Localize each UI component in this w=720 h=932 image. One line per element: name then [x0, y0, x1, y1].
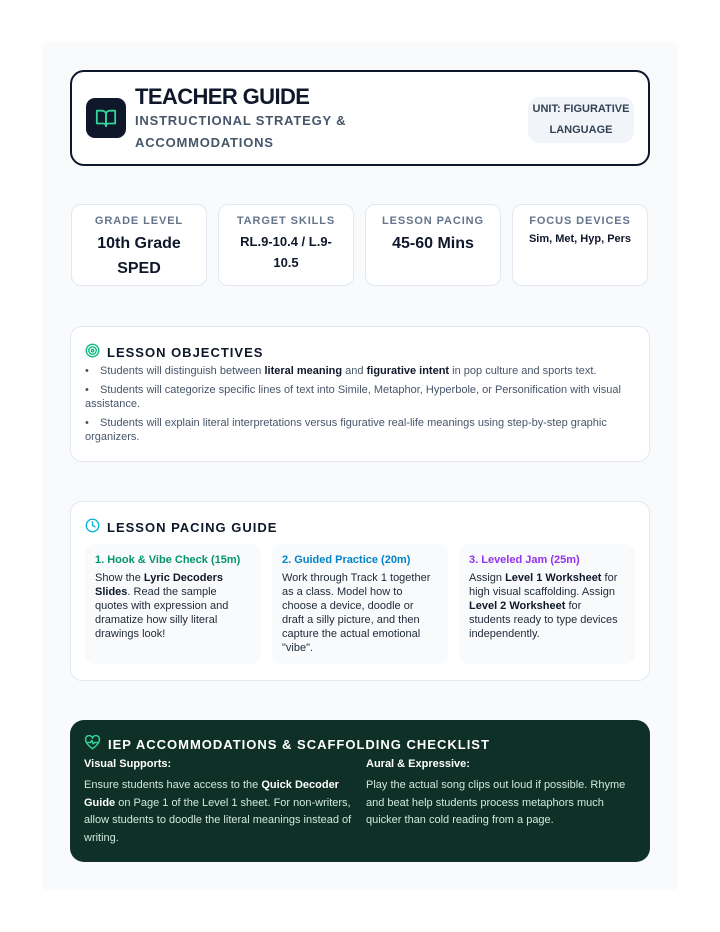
- lesson-pacing-section: [70, 501, 650, 681]
- iep-heading-text: IEP ACCOMMODATIONS & SCAFFOLDING CHECKLIST: [108, 736, 490, 752]
- page-title: TEACHER GUIDE: [135, 84, 310, 109]
- guide-header: [70, 70, 650, 166]
- teacher-guide-page: [42, 42, 678, 890]
- pacing-heading-text: LESSON PACING GUIDE: [107, 519, 278, 535]
- stat-label: FOCUS DEVICES: [529, 215, 631, 227]
- pacing-card-title: 2. Guided Practice (20m): [282, 554, 411, 566]
- stat-card-grade-level: [71, 204, 207, 286]
- clock-icon: [85, 518, 100, 536]
- stat-value: Sim, Met, Hyp, Pers: [528, 233, 632, 245]
- iep-visual-title: Visual Supports:: [84, 758, 172, 770]
- iep-aural-text: Play the actual song clips out loud if possible. Rhyme and beat help students process metaphors much quicker than cold reading from a page.: [366, 779, 626, 826]
- stat-label: TARGET SKILLS: [236, 215, 336, 227]
- stat-label: LESSON PACING: [382, 215, 484, 227]
- iep-visual-supports: [84, 758, 354, 847]
- iep-aural-title: Aural & Expressive:: [366, 758, 470, 770]
- list-item: • Students will distinguish between literal meaning and figurative intent in pop culture and sports text.: [85, 364, 633, 378]
- pacing-card-body: Assign Level 1 Worksheet for high visual scaffolding. Assign Level 2 Worksheet for students ready to type devices independently.: [469, 572, 618, 640]
- pacing-card-body: Show the Lyric Decoders Slides. Read the sample quotes with expression and dramatize how silly literal drawings look!: [95, 572, 229, 640]
- objectives-list: [85, 364, 633, 449]
- unit-badge: UNIT: FIGURATIVE LANGUAGE: [528, 97, 634, 143]
- stat-value: 10th Grade SPED: [97, 235, 181, 277]
- iep-accommodations-section: [70, 720, 650, 862]
- pacing-heading: [85, 518, 277, 536]
- pacing-card-title: 1. Hook & Vibe Check (15m): [95, 554, 241, 566]
- stat-value: RL.9-10.4 / L.9-10.5: [240, 234, 332, 270]
- target-icon: [85, 343, 100, 361]
- open-book-icon: [86, 98, 126, 138]
- stat-label: GRADE LEVEL: [94, 215, 184, 227]
- objectives-heading: [85, 343, 263, 361]
- pacing-card-guided-practice: [272, 544, 448, 664]
- heart-pulse-icon: [84, 735, 101, 753]
- iep-heading: [84, 735, 490, 753]
- stat-card-lesson-pacing: [365, 204, 501, 286]
- iep-aural-expressive: [366, 758, 636, 830]
- objectives-heading-text: LESSON OBJECTIVES: [107, 344, 264, 360]
- stat-card-target-skills: [218, 204, 354, 286]
- iep-visual-text: Ensure students have access to the Quick Decoder Guide on Page 1 of the Level 1 sheet. For non-writers, allow students to doodle the literal meanings instead of writing.: [84, 779, 352, 844]
- list-item: • Students will explain literal interpretations versus figurative real-life meanings using step-by-step graphic organizers.: [85, 416, 633, 444]
- stat-card-focus-devices: [512, 204, 648, 286]
- stat-value: 45-60 Mins: [392, 235, 474, 252]
- pacing-card-leveled-jam: [459, 544, 635, 664]
- pacing-card-title: 3. Leveled Jam (25m): [469, 554, 580, 566]
- pacing-card-hook: [85, 544, 261, 664]
- lesson-objectives-section: [70, 326, 650, 462]
- list-item: • Students will categorize specific lines of text into Simile, Metaphor, Hyperbole, or Personification with visual assistance.: [85, 383, 633, 411]
- pacing-card-body: Work through Track 1 together as a class. Model how to choose a device, doodle or draft a silly picture, and then capture the actual emotional "vibe".: [282, 572, 431, 654]
- page-subtitle: INSTRUCTIONAL STRATEGY & ACCOMMODATIONS: [135, 113, 347, 150]
